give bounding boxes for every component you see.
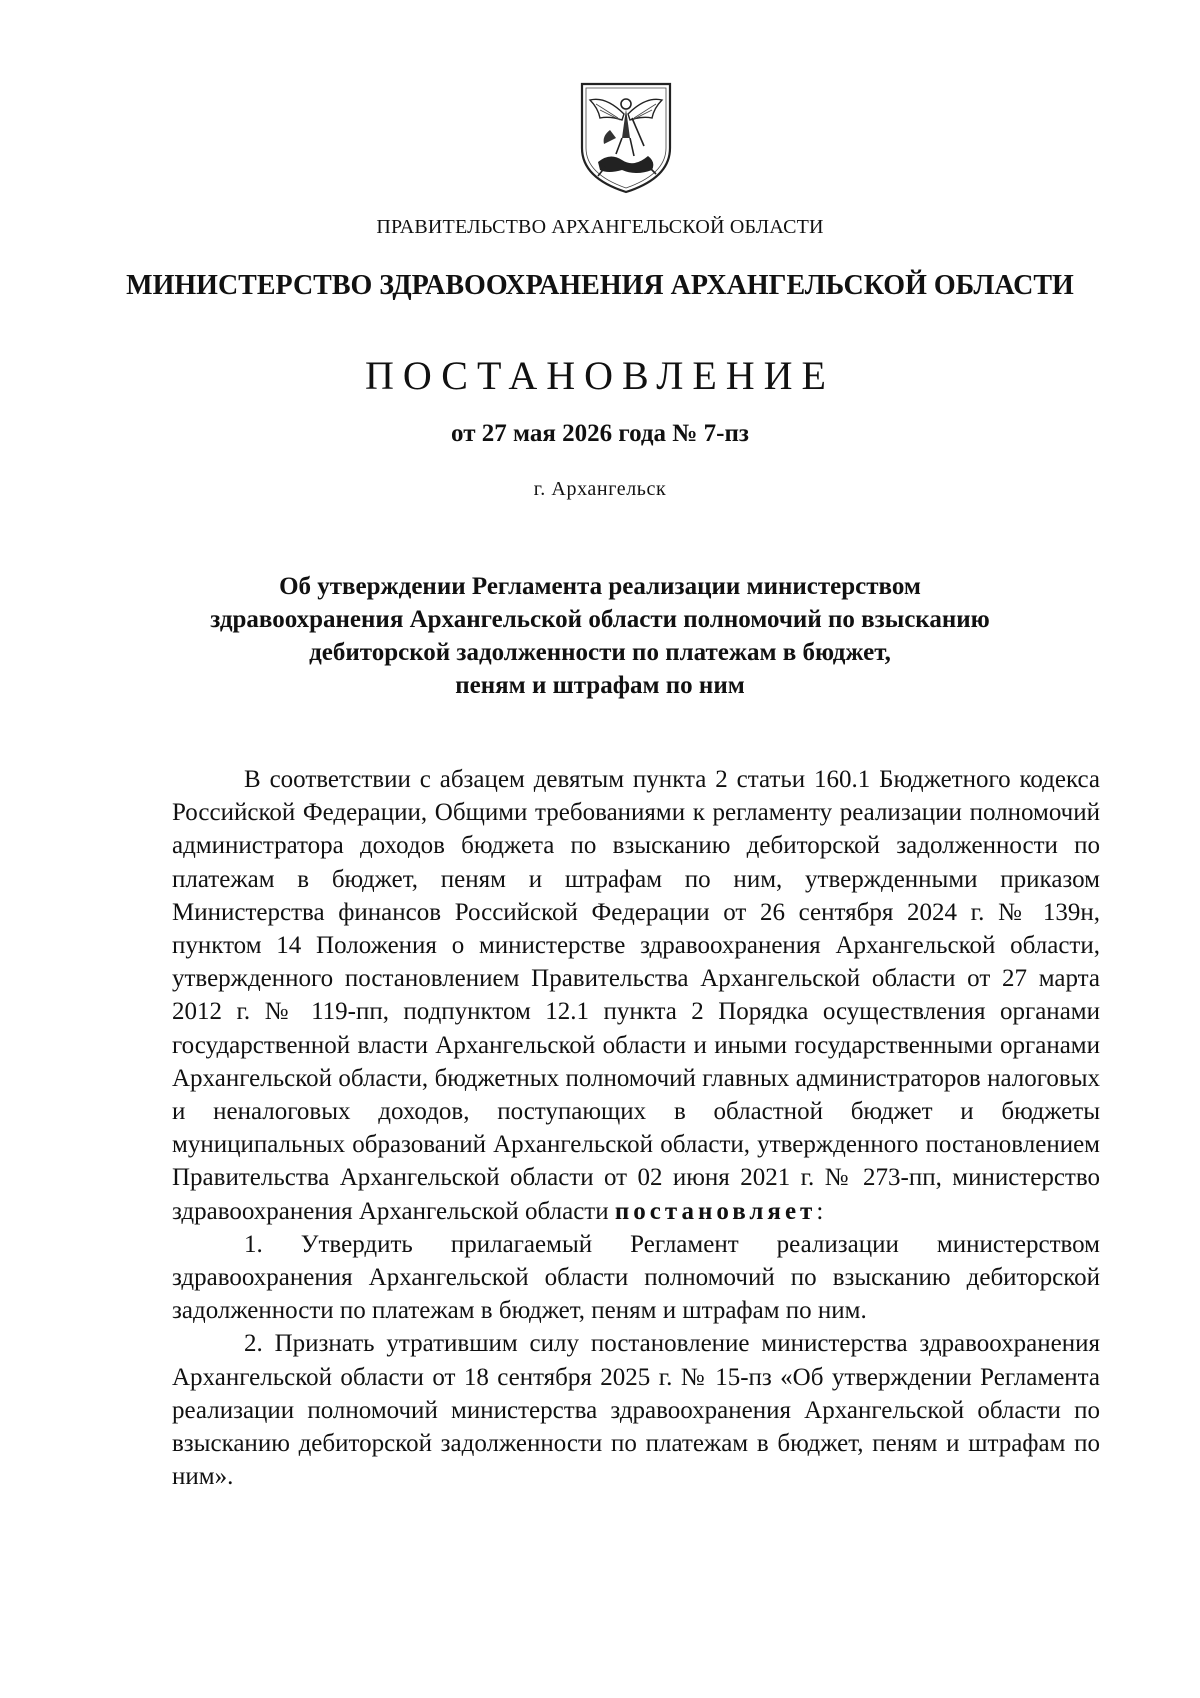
title-line: дебиторской задолженности по платежам в бюджет,: [309, 639, 891, 666]
preamble-text: В соответствии с абзацем девятым пункта 2 статьи 160.1 Бюджетного кодекса Российской Федерации, Общими требованиями к регламенту реализации полномочий администратора доходов бюджета по взысканию дебиторской задолженности по платежам в бюджет, пеням и штрафам по ним, утвержденными приказом Министерства финансов Российской Федерации от 26 сентября 2024 г. № 139н, пунктом 14 Положения о министерстве здравоохранения Архангельской области, утвержденного постановлением Правительства Архангельской области от 27 марта 2012 г. № 119-пп, подпунктом 12.1 пункта 2 Порядка осуществления органами государственной власти Архангельской области и иными государственными органами Архангельской области, бюджетных полномочий главных администраторов налоговых и неналоговых доходов, поступающих в областной бюджет и бюджеты муниципальных образований Архангельской области, утвержденного постановлением Правительства Архангельской области от 02 июня 2021 г. № 273-пп, министерство здравоохранения Архангельской области: [172, 766, 1100, 1225]
document-city: г. Архангельск: [533, 478, 667, 500]
document-title: [150, 570, 1050, 702]
document-body: [172, 763, 1100, 1493]
document-date-number: от 27 мая 2026 года № 7-пз: [451, 420, 749, 447]
document-type: ПОСТАНОВЛЕНИЕ: [365, 353, 835, 398]
item-1-paragraph: 1. Утвердить прилагаемый Регламент реализации министерством здравоохранения Архангельской области полномочий по взысканию дебиторской задолженности по платежам в бюджет, пеням и штрафам по ним.: [172, 1230, 1100, 1325]
government-name: ПРАВИТЕЛЬСТВО АРХАНГЕЛЬСКОЙ ОБЛАСТИ: [376, 216, 824, 238]
title-line: здравоохранения Архангельской области полномочий по взысканию: [210, 606, 990, 633]
decree-word: постановляет: [614, 1197, 817, 1225]
preamble-paragraph: [172, 763, 1100, 1228]
title-line: пеням и штрафам по ним: [455, 672, 745, 699]
decree-colon: :: [816, 1197, 824, 1225]
ministry-name: МИНИСТЕРСТВО ЗДРАВООХРАНЕНИЯ АРХАНГЕЛЬСКОЙ ОБЛАСТИ: [126, 270, 1074, 301]
item-2-paragraph: 2. Признать утратившим силу постановление министерства здравоохранения Архангельской области от 18 сентября 2025 г. № 15-пз «Об утверждении Регламента реализации полномочий министерства здравоохранения Архангельской области по взысканию дебиторской задолженности по платежам в бюджет, пеням и штрафам по ним».: [172, 1330, 1100, 1491]
title-line: Об утверждении Регламента реализации министерством: [279, 573, 921, 600]
archangel-coat-of-arms-icon: [576, 78, 676, 196]
